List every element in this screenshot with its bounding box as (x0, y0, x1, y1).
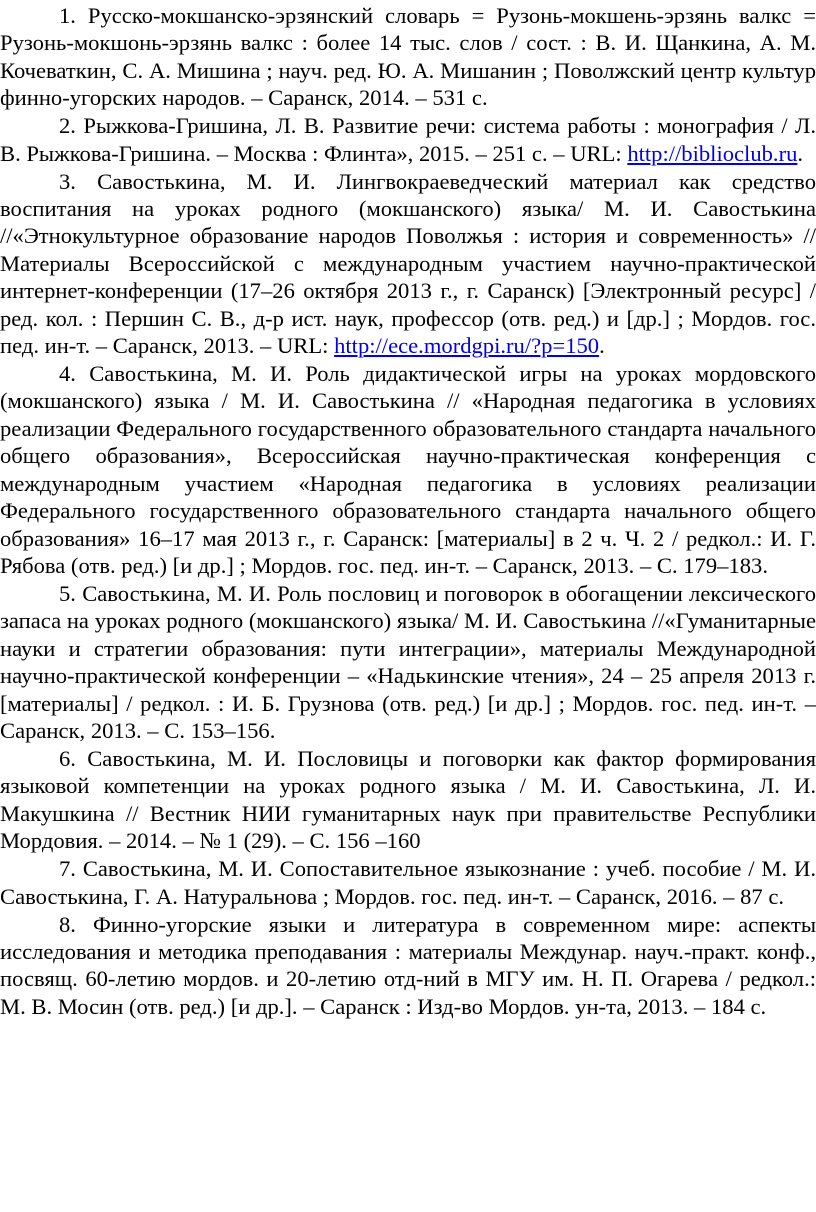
reference-text: Финно-угорские языки и литература в современном мире: аспекты исследования и методика преподавания : материалы Междунар. науч.-практ. конф., посвящ. 60-летию мордов. и 20-летию отд-ний в МГУ им. Н. П. Огарева / редкол.: М. В. Мосин (отв. ред.) [и др.]. – Саранск : Изд-во Мордов. ун-та, 2013. – 184 с. (0, 911, 816, 1019)
reference-text: Савостькина, М. И. Пословицы и поговорки как фактор формирования языковой компетенции на уроках родного языка / М. И. Савостькина, Л. И. Макушкина // Вестник НИИ гуманитарных наук при правительстве Республики Мордовия. – 2014. – № 1 (29). – С. 156 –160 (0, 745, 816, 854)
reference-number: 5. (59, 580, 76, 606)
reference-number: 2. (59, 113, 76, 139)
reference-number: 4. (59, 361, 76, 387)
reference-text: Русско-мокшанско-эрзянский словарь = Рузонь-мокшень-эрзянь валкс = Рузонь-мокшонь-эрзянь валкс : более 14 тыс. слов / сост. : В. И. Щанкина, А. М. Кочеваткин, С. А. Мишина ; науч. ред. Ю. А. Мишанин ; Поволжский центр культур финно-угорских народов. – Саранск, 2014. – 531 с. (0, 3, 816, 111)
reference-tail: . (797, 140, 804, 166)
reference-text: Рыжкова-Гришина, Л. В. Развитие речи: система работы : монография / Л. В. Рыжкова-Гришина. – Москва : Флинта», 2015. – 251 с. – URL: (0, 113, 816, 166)
reference-8 (0, 911, 816, 1021)
reference-4 (0, 360, 816, 579)
reference-number: 7. (59, 856, 76, 882)
reference-number: 8. (59, 911, 76, 937)
reference-5 (0, 580, 816, 744)
reference-link[interactable]: http://ece.mordgpi.ru/?p=150 (334, 333, 600, 359)
reference-text: Савостькина, М. И. Лингвокраеведческий материал как средство воспитания на уроках родного (мокшанского) языка/ М. И. Савостькина //«Этнокультурное образование народов Поволжья : история и современность» // Материалы Всероссийской с международным участием научно-практической интернет-конференции (17–26 октября 2013 г., г. Саранск) [Электронный ресурс] / ред. кол. : Першин С. В., д-р ист. наук, профессор (отв. ред.) и [др.] ; Мордов. гос. пед. ин-т. – Саранск, 2013. – URL: (0, 168, 816, 359)
reference-text: Савостькина, М. И. Сопоставительное языкознание : учеб. пособие / М. И. Савостькина, Г. А. Натуральнова ; Мордов. гос. пед. ин-т. – Саранск, 2016. – 87 с. (0, 856, 816, 909)
reference-text: Савостькина, М. И. Роль дидактической игры на уроках мордовского (мокшанского) языка / М. И. Савостькина // «Народная педагогика в условиях реализации Федерального государственного образовательного стандарта начального общего образования», Всероссийская научно-практическая конференция с международным участием «Народная педагогика в условиях реализации Федерального государственного образовательного стандарта начального общего образования» 16–17 мая 2013 г., г. Саранск: [материалы] в 2 ч. Ч. 2 / редкол.: И. Г. Рябова (отв. ред.) [и др.] ; Мордов. гос. пед. ин-т. – Саранск, 2013. – С. 179–183. (0, 361, 816, 578)
reference-text: Савостькина, М. И. Роль пословиц и поговорок в обогащении лексического запаса на уроках родного (мокшанского) языка/ М. И. Савостькина //«Гуманитарные науки и стратегии образования: пути интеграции», материалы Международной научно-практической конференции – «Надькинские чтения», 24 – 25 апреля 2013 г. [материалы] / редкол. : И. Б. Грузнова (отв. ред.) [и др.] ; Мордов. гос. пед. ин-т. – Саранск, 2013. – С. 153–156. (0, 580, 816, 743)
reference-7 (0, 855, 816, 910)
reference-3 (0, 168, 816, 360)
reference-link[interactable]: http://biblioclub.ru (627, 140, 798, 166)
reference-6 (0, 745, 816, 855)
reference-1 (0, 2, 816, 112)
reference-number: 1. (59, 3, 76, 28)
reference-tail: . (599, 333, 605, 359)
reference-2 (0, 112, 816, 167)
reference-number: 3. (59, 168, 76, 194)
reference-number: 6. (59, 745, 76, 771)
